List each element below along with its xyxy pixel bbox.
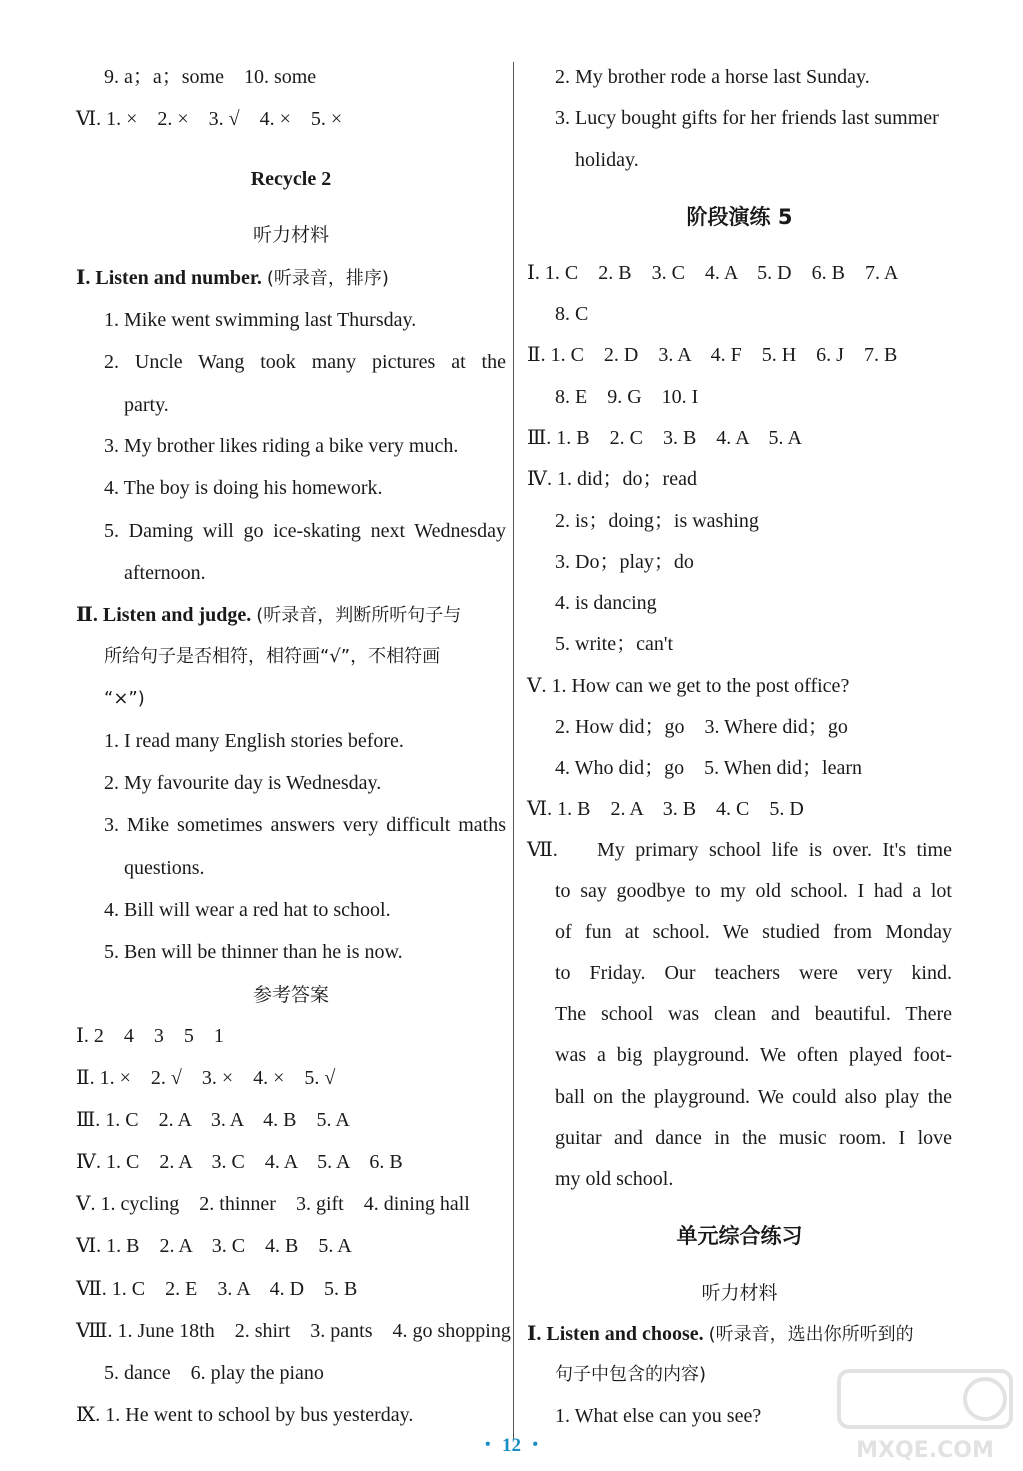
answer-line-cont: 2. is；doing；is washing	[555, 510, 759, 532]
answer-line: Ⅵ. 1. B 2. A 3. B 4. C 5. D	[527, 798, 804, 820]
answer-line: Ⅸ. 1. He went to school by bus yesterday.	[76, 1404, 414, 1426]
section-heading: Ⅰ. Listen and choose. (听录音，选出你所听到的	[527, 1323, 914, 1345]
answer-line-cont: 3. Do；play；do	[555, 551, 694, 573]
answer-line: Ⅰ. 2 4 3 5 1	[76, 1025, 224, 1047]
passage-line: guitar and dance in the music room. I love	[555, 1127, 952, 1149]
answer-line: 3. Lucy bought gifts for her friends last summer	[555, 107, 939, 129]
answer-line-cont: holiday.	[575, 149, 639, 171]
stage-practice-title: 阶段演练 5	[686, 205, 793, 229]
passage-line: of fun at school. We studied from Monday	[555, 921, 952, 943]
passage-line: ball on the playground. We could also play the	[555, 1086, 952, 1108]
answer-line-cont: 5. write；can't	[555, 633, 674, 655]
answer-line: Ⅰ. 1. C 2. B 3. C 4. A 5. D 6. B 7. A	[527, 262, 899, 284]
section-heading-cont: “×”)	[104, 688, 145, 709]
sentence: 3. My brother likes riding a bike very much.	[104, 435, 459, 457]
section-title-recycle: Recycle 2	[250, 168, 332, 190]
section-label: Ⅶ.	[527, 839, 558, 861]
sentence-cont: party.	[124, 394, 169, 416]
sentence: 1. Mike went swimming last Thursday.	[104, 309, 417, 331]
answer-line: Ⅱ. 1. × 2. √ 3. × 4. × 5. √	[76, 1067, 336, 1089]
answer-line-cont: 2. How did；go 3. Where did；go	[555, 716, 848, 738]
sentence: 2. Uncle Wang took many pictures at the	[104, 351, 506, 373]
answer-line-cont: 4. is dancing	[555, 592, 657, 614]
passage-line: was a big playground. We often played foot-	[555, 1044, 952, 1066]
answer-line: Ⅴ. 1. How can we get to the post office?	[527, 675, 850, 697]
answer-line-cont: 8. E 9. G 10. I	[555, 386, 699, 408]
answer-line: Ⅵ. 1. B 2. A 3. C 4. B 5. A	[76, 1235, 352, 1257]
section-heading-cont: 所给句子是否相符，相符画“√”，不相符画	[104, 646, 441, 667]
sentence: 4. The boy is doing his homework.	[104, 477, 383, 499]
sentence: 1. What else can you see?	[555, 1405, 762, 1427]
answer-line: Ⅷ. 1. June 18th 2. shirt 3. pants 4. go shopping	[76, 1320, 511, 1342]
answer-line: 2. My brother rode a horse last Sunday.	[555, 66, 870, 88]
sentence: 3. Mike sometimes answers very difficult maths	[104, 814, 506, 836]
answers-title: 参考答案	[252, 984, 329, 1006]
answer-line-cont: 4. Who did；go 5. When did；learn	[555, 757, 862, 779]
page-number: ・ 12 ・	[478, 1435, 545, 1456]
answer-line: Ⅶ. 1. C 2. E 3. A 4. D 5. B	[76, 1278, 358, 1300]
passage-line: to Friday. Our teachers were very kind.	[555, 962, 952, 984]
answer-line: Ⅳ. 1. C 2. A 3. C 4. A 5. A 6. B	[76, 1151, 403, 1173]
answer-line: Ⅴ. 1. cycling 2. thinner 3. gift 4. dining hall	[76, 1193, 470, 1215]
answer-line-cont: 8. C	[555, 303, 589, 325]
passage-line: my old school.	[555, 1168, 674, 1190]
section-heading-cont: 句子中包含的内容)	[555, 1364, 707, 1385]
listening-material-title: 听力材料	[701, 1282, 778, 1304]
unit-practice-title: 单元综合练习	[676, 1224, 803, 1248]
watermark-logo	[835, 1367, 1015, 1465]
answer-line-cont: 5. dance 6. play the piano	[104, 1362, 324, 1384]
passage-line: to say goodbye to my old school. I had a lot	[555, 880, 952, 902]
passage-line: My primary school life is over. It's time	[597, 839, 952, 861]
answer-line: Ⅲ. 1. C 2. A 3. A 4. B 5. A	[76, 1109, 350, 1131]
answer-line: Ⅵ. 1. × 2. × 3. √ 4. × 5. ×	[76, 108, 343, 130]
answer-line: Ⅱ. 1. C 2. D 3. A 4. F 5. H 6. J 7. B	[527, 344, 898, 366]
sentence: 2. My favourite day is Wednesday.	[104, 772, 382, 794]
passage-line: The school was clean and beautiful. There	[555, 1003, 952, 1025]
sentence: 1. I read many English stories before.	[104, 730, 404, 752]
section-heading: Ⅰ. Listen and number. (听录音，排序)	[76, 267, 389, 289]
sentence-cont: questions.	[124, 857, 205, 879]
listening-material-title: 听力材料	[252, 224, 329, 246]
sentence: 5. Daming will go ice-skating next Wednesday	[104, 520, 506, 542]
sentence: 5. Ben will be thinner than he is now.	[104, 941, 403, 963]
svg-text:MXQE.COM: MXQE.COM	[856, 1438, 994, 1463]
sentence: 4. Bill will wear a red hat to school.	[104, 899, 391, 921]
column-divider	[513, 62, 514, 1440]
answer-line: 9. a；a；some 10. some	[104, 66, 317, 88]
answer-line: Ⅲ. 1. B 2. C 3. B 4. A 5. A	[527, 427, 802, 449]
sentence-cont: afternoon.	[124, 562, 206, 584]
answer-line: Ⅳ. 1. did；do；read	[527, 468, 697, 490]
section-heading: Ⅱ. Listen and judge. (听录音，判断所听句子与	[76, 604, 462, 626]
